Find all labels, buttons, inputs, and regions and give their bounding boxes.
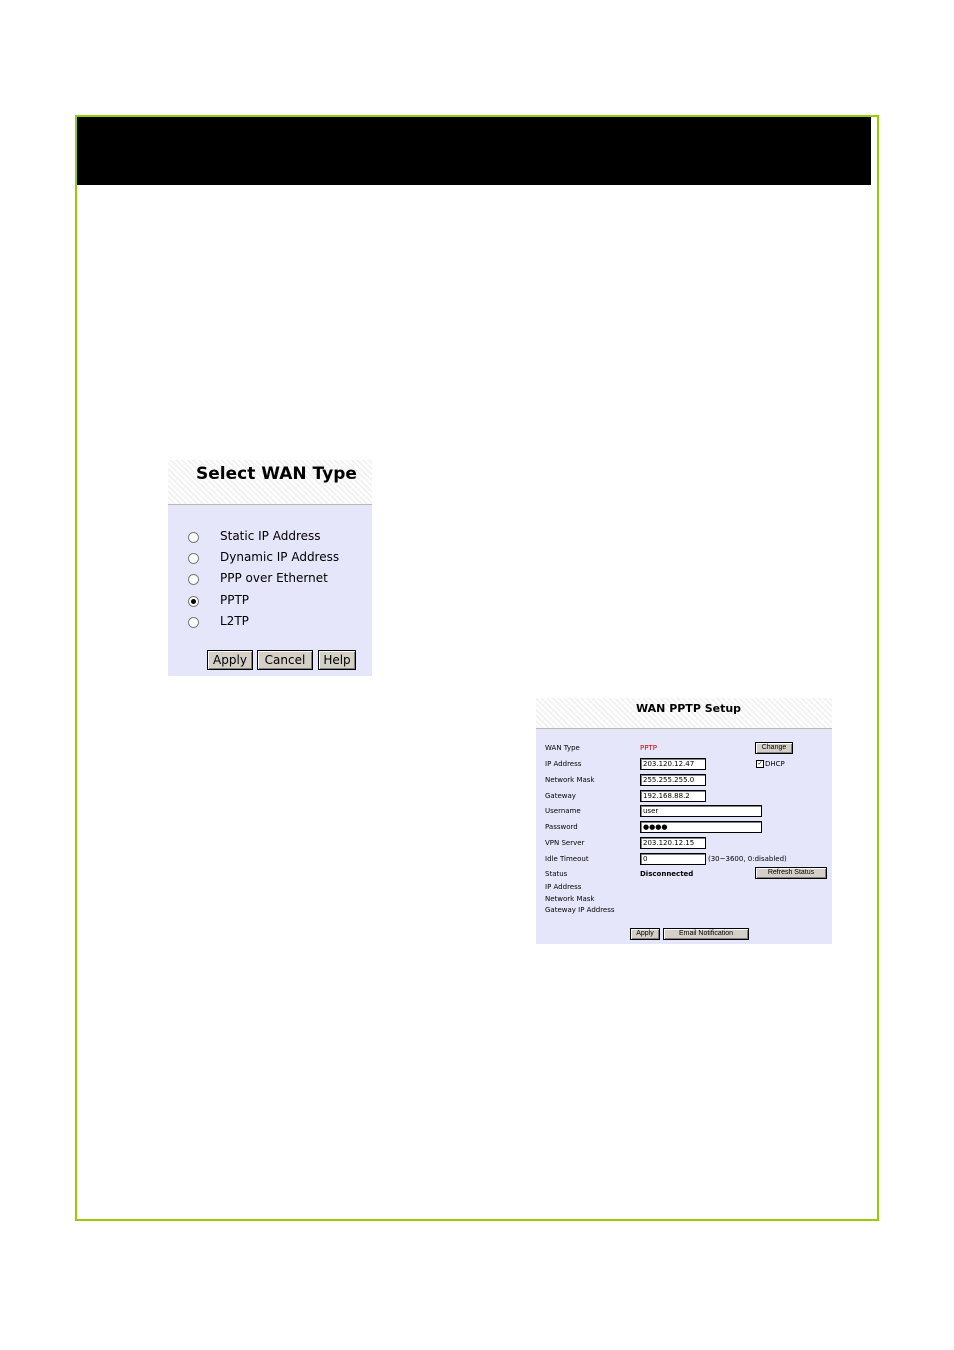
frame-header-bar	[77, 117, 871, 185]
vpn-server-input[interactable]: 203.120.12.15	[640, 837, 706, 849]
username-label: Username	[545, 807, 581, 815]
apply-button[interactable]: Apply	[207, 650, 253, 670]
radio-static-ip[interactable]	[188, 529, 368, 547]
vpn-server-label: VPN Server	[545, 839, 585, 847]
ip-address-input[interactable]: 203.120.12.47	[640, 758, 706, 770]
radio-button-static-ip[interactable]	[188, 532, 199, 543]
radio-label-dynamic-ip: Dynamic IP Address	[220, 550, 340, 564]
dhcp-checkbox[interactable]: ✓	[757, 760, 763, 767]
radio-l2tp[interactable]	[188, 614, 368, 632]
gateway-label: Gateway	[545, 792, 576, 800]
wan-type-value: PPTP	[640, 744, 657, 752]
radio-label-pppoe: PPP over Ethernet	[220, 571, 328, 585]
help-button[interactable]: Help	[318, 650, 356, 670]
refresh-status-button[interactable]: Refresh Status	[755, 867, 827, 879]
radio-button-pptp[interactable]	[188, 596, 199, 607]
idle-timeout-label: Idle Timeout	[545, 855, 589, 863]
frame-header-edge	[873, 117, 877, 185]
wan-type-label: WAN Type	[545, 744, 580, 752]
email-notification-button[interactable]: Email Notification	[663, 928, 749, 940]
radio-pppoe[interactable]	[188, 571, 368, 589]
wan-pptp-title-bar	[536, 698, 832, 729]
radio-label-l2tp: L2TP	[220, 614, 249, 628]
radio-label-static-ip: Static IP Address	[220, 529, 321, 543]
idle-timeout-hint: (30~3600, 0:disabled)	[708, 855, 787, 863]
change-button[interactable]: Change	[755, 742, 793, 754]
gateway-input[interactable]: 192.168.88.2	[640, 790, 706, 802]
network-mask-label: Network Mask	[545, 776, 595, 784]
select-wan-type-title-bar	[168, 460, 372, 505]
status-ip-address-label: IP Address	[545, 883, 582, 891]
wan-pptp-setup-panel	[536, 698, 832, 944]
username-input[interactable]: user	[640, 805, 762, 817]
status-network-mask-label: Network Mask	[545, 895, 595, 903]
radio-button-dynamic-ip[interactable]	[188, 553, 199, 564]
ip-address-label: IP Address	[545, 760, 582, 768]
radio-pptp[interactable]	[188, 593, 368, 611]
status-gateway-ip-label: Gateway IP Address	[545, 906, 615, 914]
cancel-button[interactable]: Cancel	[257, 650, 313, 670]
network-mask-input[interactable]: 255.255.255.0	[640, 774, 706, 786]
pptp-apply-button[interactable]: Apply	[630, 928, 660, 940]
status-label: Status	[545, 870, 568, 878]
dhcp-label: DHCP	[765, 760, 785, 768]
select-wan-type-panel	[168, 460, 372, 676]
radio-button-l2tp[interactable]	[188, 617, 199, 628]
radio-button-pppoe[interactable]	[188, 574, 199, 585]
radio-dynamic-ip[interactable]	[188, 550, 368, 568]
radio-label-pptp: PPTP	[220, 593, 250, 607]
status-value: Disconnected	[640, 870, 694, 878]
select-wan-type-title: Select WAN Type	[196, 464, 357, 484]
idle-timeout-input[interactable]: 0	[640, 853, 706, 865]
wan-pptp-title: WAN PPTP Setup	[636, 702, 742, 715]
password-input[interactable]: ●●●●	[640, 821, 762, 833]
password-label: Password	[545, 823, 578, 831]
